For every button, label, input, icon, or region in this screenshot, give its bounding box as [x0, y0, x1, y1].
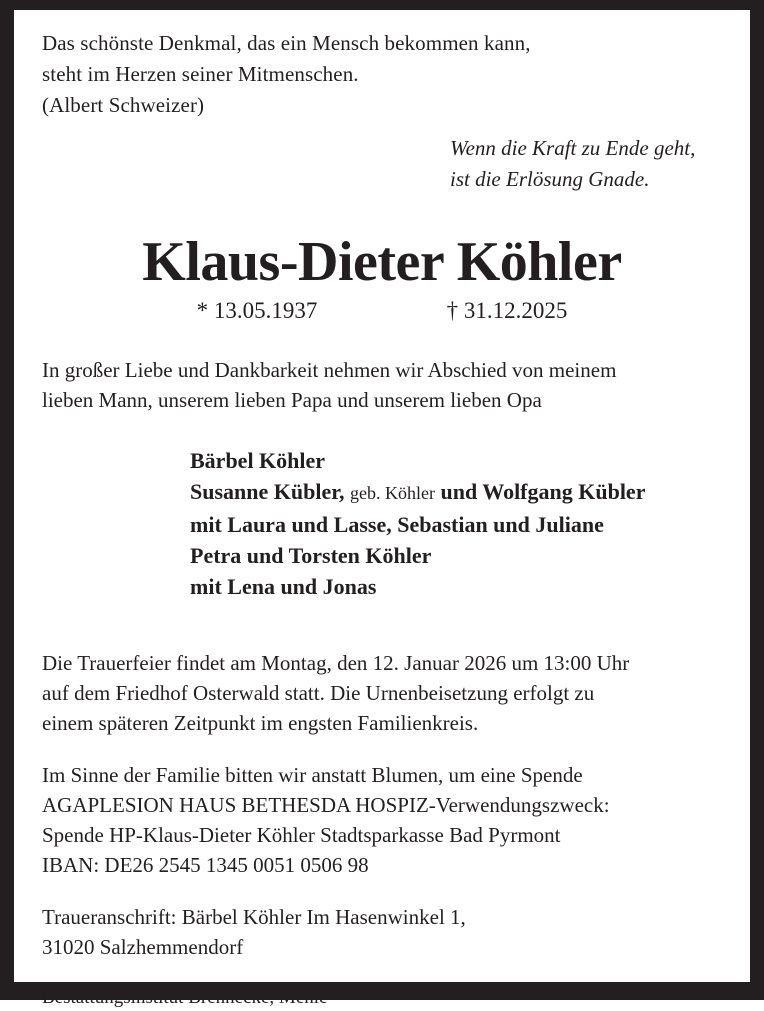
family-line-daughter-2: Petra und Torsten Köhler: [190, 543, 432, 568]
obituary-card: [14, 10, 750, 1008]
donation-recipient: AGAPLESION HAUS BETHESDA HOSPIZ-Verwendungszweck:: [42, 793, 610, 817]
life-dates: [42, 297, 722, 325]
ceremony-paragraph: [42, 648, 722, 738]
opening-quote-line-2: steht im Herzen seiner Mitmenschen.: [42, 62, 359, 86]
donation-line-1: Im Sinne der Familie bitten wir anstatt Blumen, um eine Spende: [42, 763, 583, 787]
opening-quote-attribution: (Albert Schweizer): [42, 93, 205, 117]
birth-date: * 13.05.1937: [196, 298, 318, 323]
ceremony-line-1: Die Trauerfeier findet am Montag, den 12. Januar 2026 um 13:00 Uhr: [42, 651, 630, 675]
mourning-address-line-1: Traueranschrift: Bärbel Köhler Im Hasenwinkel 1,: [42, 905, 466, 929]
deceased-name: Klaus-Dieter Köhler: [142, 231, 622, 293]
funeral-home: [42, 984, 722, 1011]
family-son-in-law-name: und Wolfgang Kübler: [440, 479, 646, 504]
ceremony-line-3: einem späteren Zeitpunkt im engsten Familienkreis.: [42, 711, 479, 735]
memorial-verse: [42, 133, 722, 195]
mourning-address-line-2: 31020 Salzhemmendorf: [42, 935, 244, 959]
donation-paragraph: [42, 760, 722, 880]
family-names-block: [42, 445, 722, 602]
memorial-verse-line-2: ist die Erlösung Gnade.: [450, 167, 650, 191]
family-daughter-name: Susanne Kübler,: [190, 479, 345, 504]
donation-bank: Spende HP-Klaus-Dieter Köhler Stadtsparkasse Bad Pyrmont: [42, 823, 561, 847]
memorial-verse-line-1: Wenn die Kraft zu Ende geht,: [450, 136, 696, 160]
death-date: † 31.12.2025: [446, 298, 568, 323]
family-line-daughter: [190, 476, 722, 509]
introduction-paragraph: [42, 355, 722, 415]
funeral-home-name: Bestattungsinstitut Brennecke, Mehle: [42, 987, 328, 1008]
opening-quote-line-1: Das schönste Denkmal, das ein Mensch bekommen kann,: [42, 31, 531, 55]
family-line-grandchildren-1: mit Laura und Lasse, Sebastian und Juliane: [190, 512, 604, 537]
family-daughter-maiden-name: geb. Köhler: [349, 483, 435, 503]
introduction-line-1: In großer Liebe und Dankbarkeit nehmen wir Abschied von meinem: [42, 358, 617, 382]
family-line-widow: Bärbel Köhler: [190, 448, 326, 473]
opening-quote: [42, 28, 722, 121]
mourning-address: [42, 902, 722, 962]
donation-iban: IBAN: DE26 2545 1345 0051 0506 98: [42, 853, 369, 877]
family-line-grandchildren-2: mit Lena und Jonas: [190, 574, 377, 599]
ceremony-line-2: auf dem Friedhof Osterwald statt. Die Urnenbeisetzung erfolgt zu: [42, 681, 595, 705]
introduction-line-2: lieben Mann, unserem lieben Papa und unserem lieben Opa: [42, 388, 542, 412]
